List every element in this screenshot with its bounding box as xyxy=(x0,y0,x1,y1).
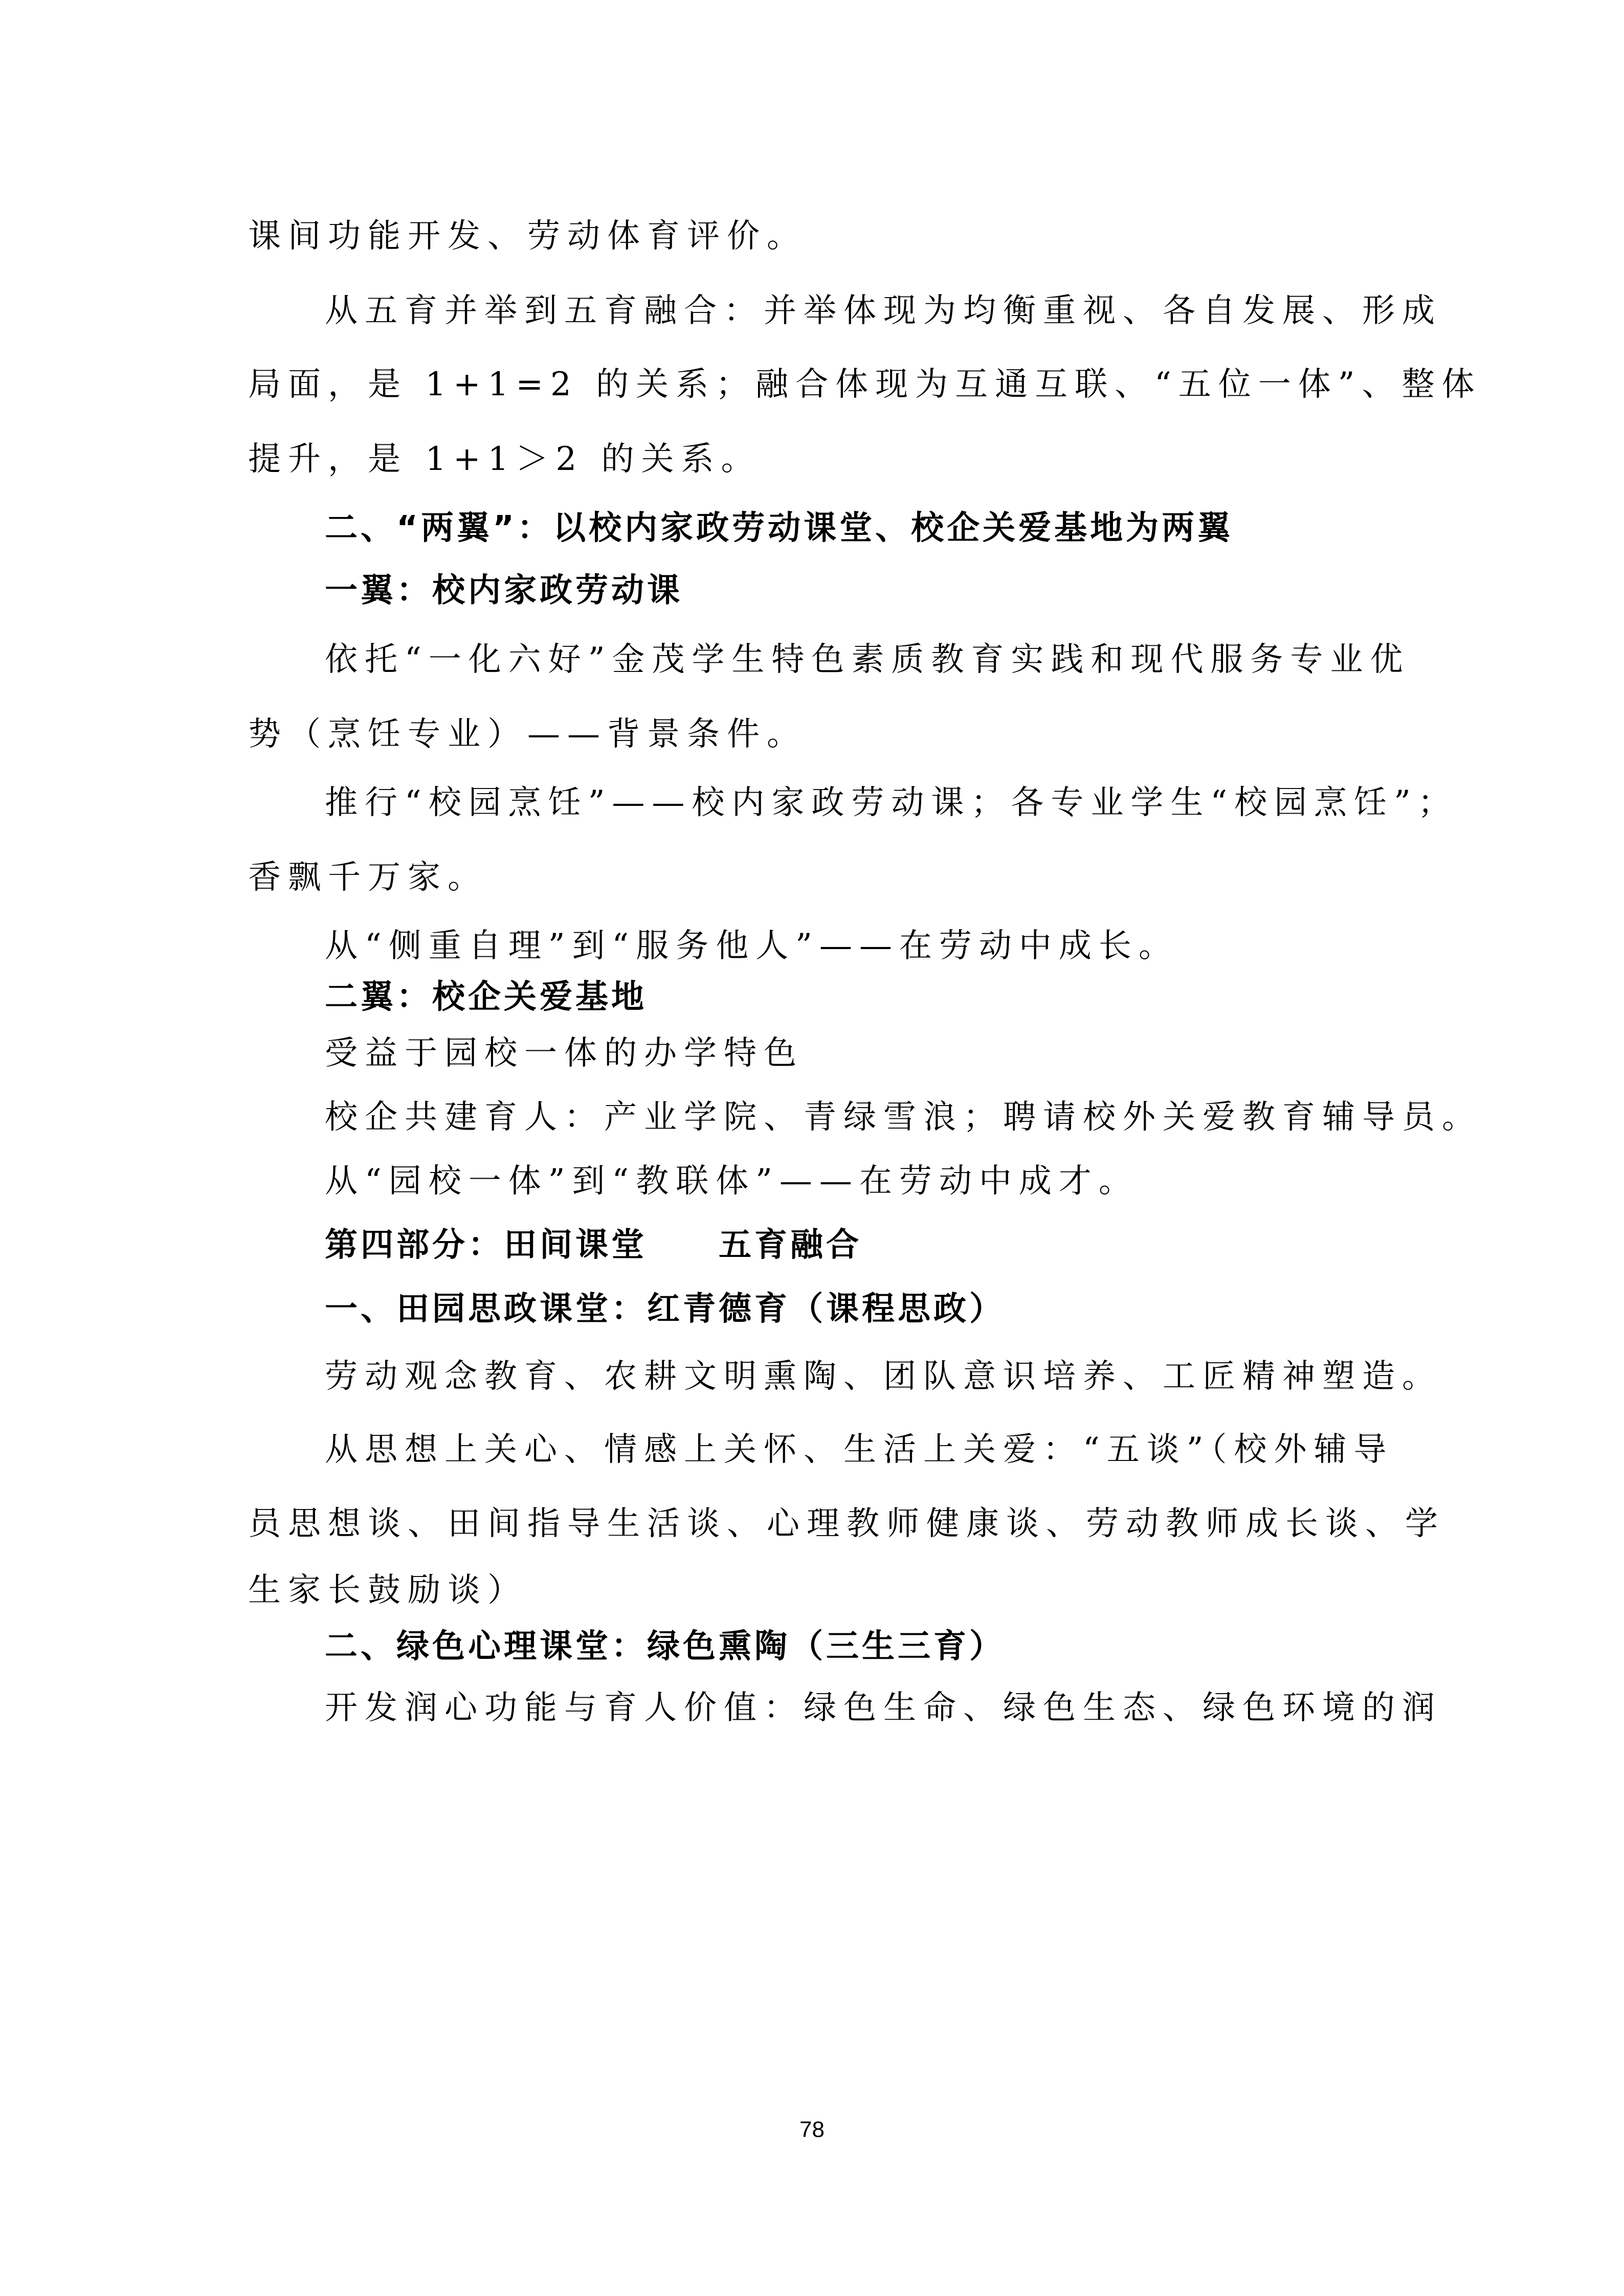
paragraph-line: 提升，是 1+1＞2 的关系。 xyxy=(248,440,761,478)
section-heading: 二、“两翼”：以校内家政劳动课堂、校企关爱基地为两翼 xyxy=(325,509,1234,547)
paragraph-line: 课间功能开发、劳动体育评价。 xyxy=(248,217,807,255)
paragraph-line: 依托“一化六好”金茂学生特色素质教育实践和现代服务专业优 xyxy=(325,641,1410,679)
paragraph-line: 势（烹饪专业）——背景条件。 xyxy=(248,715,807,753)
paragraph-line: 生家长鼓励谈） xyxy=(248,1571,527,1609)
paragraph-line: 受益于园校一体的办学特色 xyxy=(325,1034,804,1072)
section-heading: 第四部分：田间课堂 五育融合 xyxy=(325,1226,862,1264)
section-heading: 二、绿色心理课堂：绿色熏陶（三生三育） xyxy=(325,1628,1005,1665)
section-heading: 一翼：校内家政劳动课 xyxy=(325,572,683,610)
section-heading: 一、田园思政课堂：红青德育（课程思政） xyxy=(325,1290,1005,1328)
paragraph-line: 员思想谈、田间指导生活谈、心理教师健康谈、劳动教师成长谈、学 xyxy=(248,1505,1445,1543)
paragraph-line: 校企共建育人：产业学院、青绿雪浪；聘请校外关爱教育辅导员。 xyxy=(325,1098,1482,1136)
paragraph-line: 香飘千万家。 xyxy=(248,859,487,896)
section-heading: 二翼：校企关爱基地 xyxy=(325,978,647,1016)
paragraph-line: 从“侧重自理”到“服务他人”——在劳动中成长。 xyxy=(325,927,1178,965)
paragraph-line: 从“园校一体”到“教联体”——在劳动中成才。 xyxy=(325,1162,1139,1200)
paragraph-line: 局面，是 1+1=2 的关系；融合体现为互通互联、“五位一体”、整体 xyxy=(248,366,1482,403)
paragraph-line: 从五育并举到五育融合：并举体现为均衡重视、各自发展、形成 xyxy=(325,292,1442,330)
paragraph-line: 推行“校园烹饪”——校内家政劳动课；各专业学生“校园烹饪”； xyxy=(325,784,1458,822)
page-number: 78 xyxy=(799,2117,825,2142)
paragraph-line: 劳动观念教育、农耕文明熏陶、团队意识培养、工匠精神塑造。 xyxy=(325,1358,1442,1395)
paragraph-line: 开发润心功能与育人价值：绿色生命、绿色生态、绿色环境的润 xyxy=(325,1689,1442,1727)
paragraph-line: 从思想上关心、情感上关怀、生活上关爱：“五谈”（校外辅导 xyxy=(325,1431,1394,1469)
